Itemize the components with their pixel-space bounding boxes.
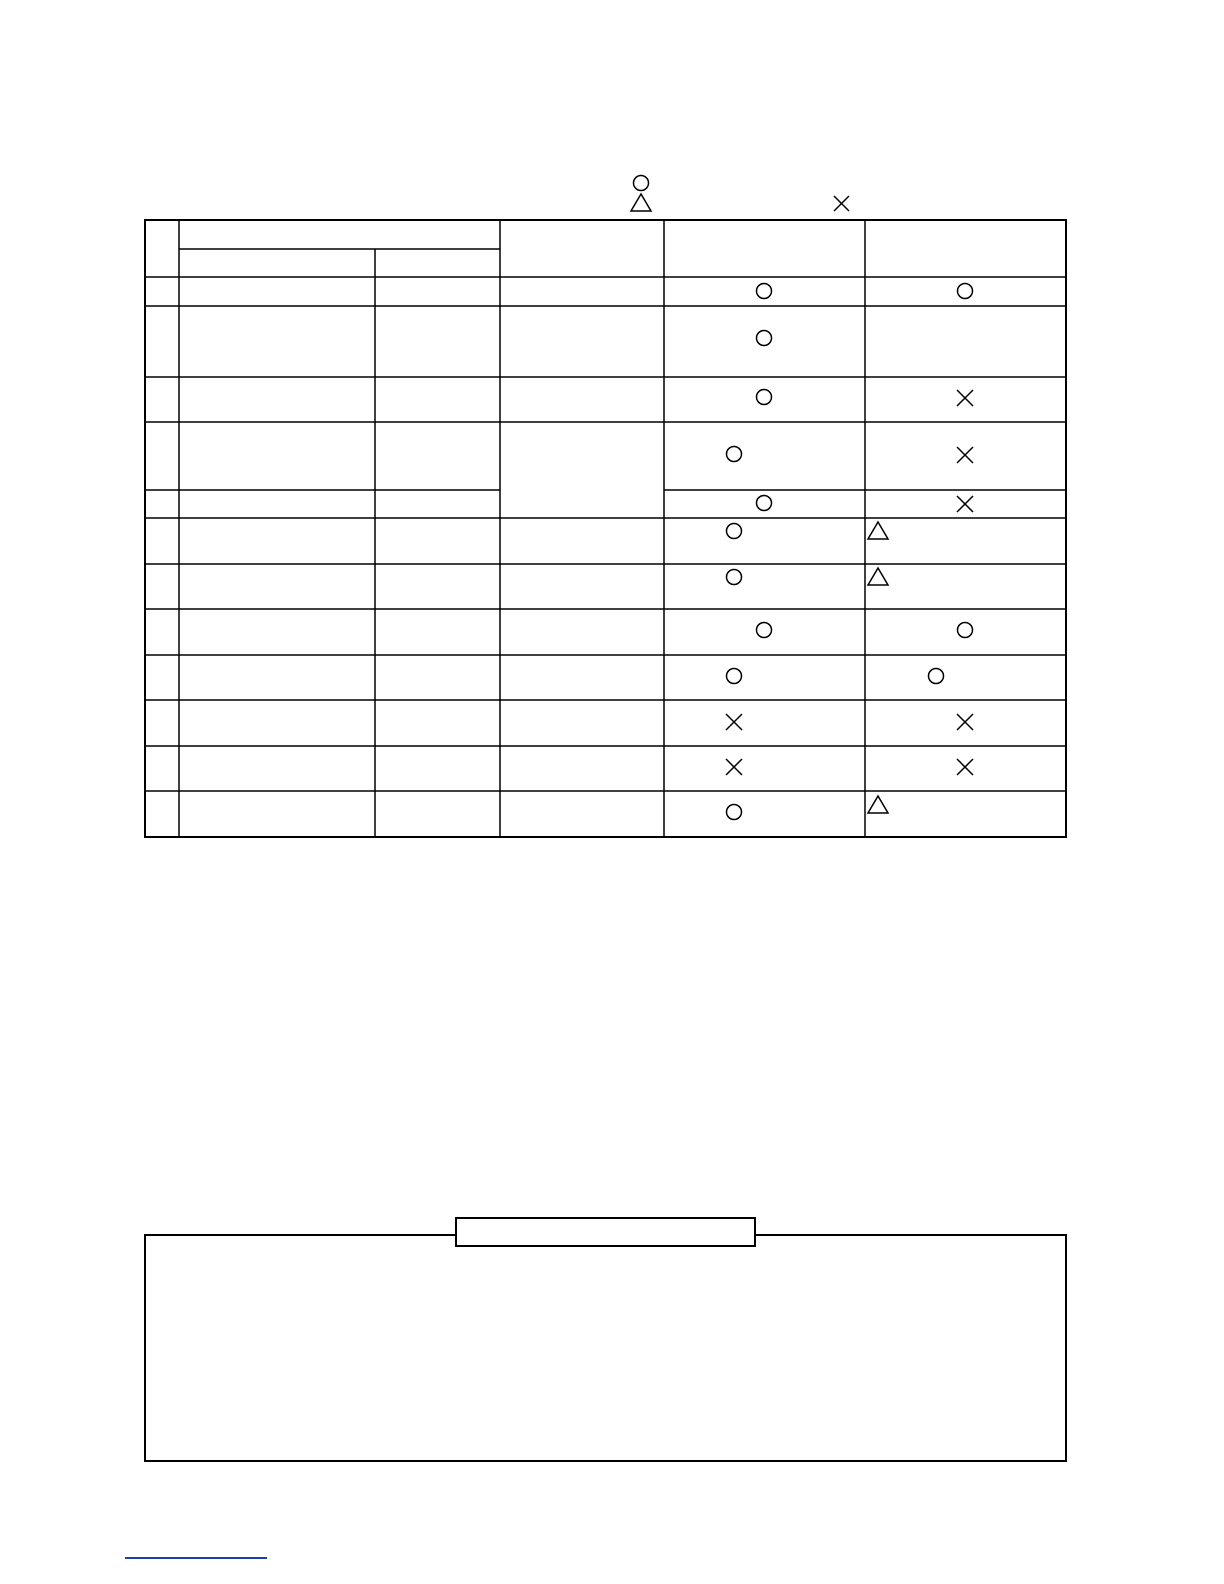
row-8-result-b-circle-icon (958, 623, 973, 638)
row-5-result-b-cross-icon (957, 496, 973, 512)
row-5-result-a-circle-icon (757, 496, 772, 511)
row-6-result-b-triangle-icon (868, 522, 888, 539)
legend (631, 176, 849, 212)
row-3-result-a-circle-icon (757, 390, 772, 405)
cell-symbols (726, 284, 973, 820)
row-2-result-a-circle-icon (757, 331, 772, 346)
row-12-result-a-circle-icon (727, 805, 742, 820)
row-9-result-a-circle-icon (727, 669, 742, 684)
row-7-result-a-circle-icon (727, 570, 742, 585)
row-8-result-a-circle-icon (757, 623, 772, 638)
footer-link-underline[interactable] (125, 1557, 267, 1559)
row-12-result-b-triangle-icon (868, 796, 888, 813)
row-4-result-b-cross-icon (957, 447, 973, 463)
row-1-result-a-circle-icon (757, 284, 772, 299)
row-7-result-b-triangle-icon (868, 568, 888, 585)
notice-box-title-frame (456, 1218, 755, 1246)
notice-box (145, 1218, 1066, 1461)
row-11-result-b-cross-icon (957, 759, 973, 775)
row-6-result-a-circle-icon (727, 524, 742, 539)
comparison-table (145, 220, 1066, 837)
row-9-result-b-circle-icon (929, 669, 944, 684)
legend-triangle-icon (631, 194, 651, 211)
row-10-result-b-cross-icon (957, 714, 973, 730)
row-11-result-a-cross-icon (726, 759, 742, 775)
notice-box-border (145, 1235, 1066, 1461)
row-10-result-a-cross-icon (726, 714, 742, 730)
row-3-result-b-cross-icon (957, 390, 973, 406)
legend-circle-icon (634, 176, 649, 191)
row-4-result-a-circle-icon (727, 447, 742, 462)
table-border (145, 220, 1066, 837)
row-1-result-b-circle-icon (958, 284, 973, 299)
legend-cross-icon (834, 196, 849, 211)
